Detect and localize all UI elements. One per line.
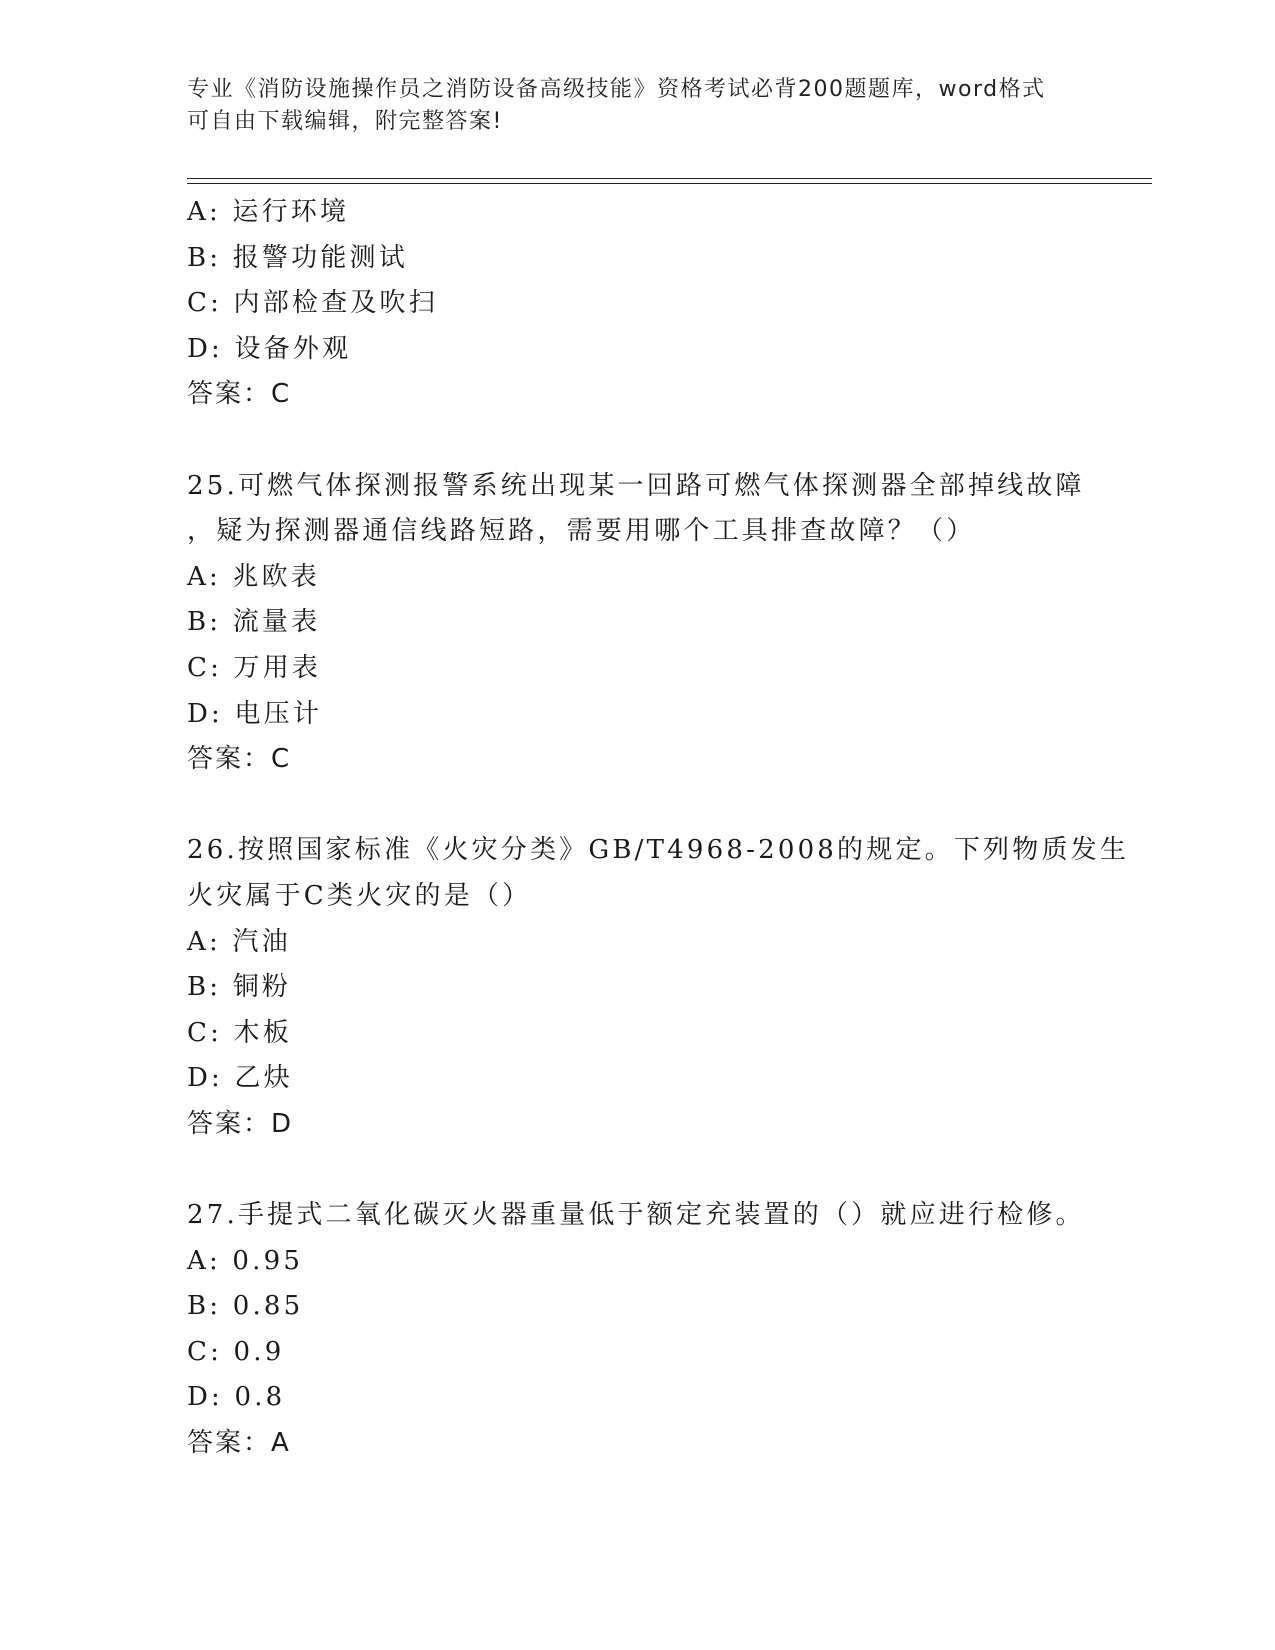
question-25: [187, 464, 1152, 783]
option-c: C: 万用表: [187, 652, 322, 683]
answer: 答案：C: [187, 379, 292, 410]
option-a: A: 运行环境: [187, 197, 350, 227]
question-list: [187, 190, 1152, 1467]
option-a: A: 汽油: [187, 926, 291, 957]
answer: 答案：D: [187, 1108, 294, 1139]
question-text-line-2: ，疑为探测器通信线路短路，需要用哪个工具排查故障？（）: [187, 516, 976, 547]
option-b: B: 报警功能测试: [187, 242, 408, 273]
question-text-line-1: 26.按照国家标准《火灾分类》GB/T4968-2008的规定。下列物质发生: [187, 835, 1130, 866]
option-a: A: 0.95: [187, 1245, 304, 1276]
answer: 答案：C: [187, 744, 292, 775]
question-24: [187, 190, 1152, 418]
option-c: C: 内部检查及吹扫: [187, 288, 438, 319]
question-27: [187, 1193, 1152, 1467]
option-b: B: 铜粉: [187, 972, 292, 1003]
answer: 答案：A: [187, 1428, 291, 1459]
header-divider-bottom: [187, 183, 1152, 184]
option-d: D: 设备外观: [187, 333, 352, 364]
option-b: B: 0.85: [187, 1291, 304, 1322]
question-text-line-1: 25.可燃气体探测报警系统出现某一回路可燃气体探测器全部掉线故障: [187, 470, 1085, 501]
option-c: C: 0.9: [187, 1336, 285, 1367]
option-b: B: 流量表: [187, 607, 321, 638]
option-d: D: 0.8: [187, 1382, 286, 1413]
question-text-line-2: 火灾属于C类火灾的是（）: [187, 880, 532, 911]
header-divider-top: [187, 178, 1152, 179]
option-a: A: 兆欧表: [187, 561, 321, 592]
option-d: D: 电压计: [187, 698, 323, 729]
option-d: D: 乙炔: [187, 1063, 293, 1094]
document-header: 专业《消防设施操作员之消防设备高级技能》资格考试必背200题题库，word格式可自由下载编辑，附完整答案!: [187, 77, 1046, 134]
question-26: [187, 828, 1152, 1147]
option-c: C: 木板: [187, 1017, 292, 1048]
question-text-line-1: 27.手提式二氧化碳灭火器重量低于额定充装置的（）就应进行检修。: [187, 1200, 1085, 1231]
